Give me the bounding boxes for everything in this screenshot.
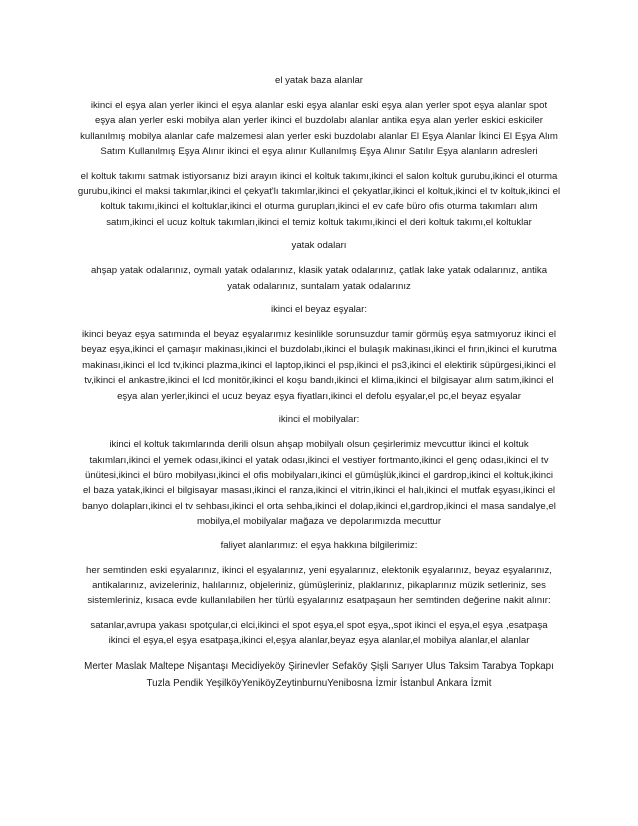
heading-activity-areas: faliyet alanlarımız: el eşya hakkına bilgilerimiz: (220, 539, 418, 551)
paragraph-used-goods-buyers: ikinci el eşya alan yerler ikinci el eşya alanlar eski eşya alanlar eski eşya alan yerler spot eşya alanlar spot eşya alan yerler eski mobilya alan yerler ikinci el buzdolabı alanlar antika eşya alan yerler eskici eskiciler kullanılmış mobilya alanlar cafe malzemesi alan yerler eski buzdolabı alanlar El Eşya Alanlar İkinci El Eşya Alım Satım Kullanılmış Eşya Alınır ikinci el eşya alınır Kullanılmış Eşya Alınır Satılır Eşya alanların adresleri (80, 100, 558, 158)
paragraph-furniture: ikinci el koltuk takımlarında derili olsun ahşap mobilyalı olsun çeşirlerimiz mevcuttur ikinci el koltuk takımları,ikinci el yemek odası,ikinci el yatak odası,ikinci el vestiyer fortmanto,ikinci el genç odası,ikinci el tv ünütesi,ikinci el büro mobilyası,ikinci el ofis mobilyaları,ikinci el gümüşlük,ikinci el gardrop,ikinci el koltuk,ikinci el baza yatak,ikinci el bilgisayar masası,ikinci el ranza,ikinci el vitrin,ikinci el halı,ikinci el mutfak eşyası,ikinci el banyo dolapları,ikinci el tv sehbası,ikinci el orta sehba,ikinci el dolap,ikinci el,gardrop,ikinci el masa sandalye,el mobilya,el mobilyalar mağaza ve depolarımızda mecuttur (82, 439, 556, 528)
paragraph-white-goods: ikinci beyaz eşya satımında el beyaz eşyalarımız kesinlikle sorunsuzdur tamir görmüş eşya satmıyoruz ikinci el beyaz eşya,ikinci el çamaşır makinası,ikinci el buzdolabı,ikinci el bulaşık makinası,ikinci el fırın,ikinci el kurutma makinası,ikinci el lcd tv,ikinci plazma,ikinci el laptop,ikinci el psp,ikinci el ps3,ikinci el elektirik süpürgesi,ikinci el tv,ikinci el ankastre,ikinci el lcd monitör,ikinci el koşu bandı,ikinci el klima,ikinci el bilgisayar alım satım,ikinci el eşya alan yerler,ikinci el ucuz beyaz eşya fiyatları,ikinci el defolu eşyalar,el pc,el beyaz eşyalar (81, 329, 557, 402)
paragraph-bedrooms: ahşap yatak odalarınız, oymalı yatak odalarınız, klasik yatak odalarınız, çatlak lake yatak odalarınız, antika yatak odalarınız, suntalam yatak odalarınız (90, 265, 548, 292)
heading-white-goods: ikinci el beyaz eşyalar: (271, 304, 367, 316)
paragraph-sellers: satanlar,avrupa yakası spotçular,ci elci,ikinci el spot eşya,el spot eşya,,spot ikinci el eşya,el eşya ,esatpaşa ikinci el eşya,el eşya esatpaşa,ikinci el,eşya alanlar,beyaz eşya alanlar,el mobilya alanlar,el alanlar (90, 619, 548, 647)
heading-furniture: ikinci el mobilyalar: (278, 414, 360, 426)
paragraph-sofa-sets: el koltuk takımı satmak istiyorsanız bizi arayın ikinci el koltuk takımı,ikinci el salon koltuk gurubu,ikinci el oturma gurubu,ikinci el maksi takımlar,ikinci el çekyat'lı takımlar,ikinci el çekyatlar,ikinci el koltuk,ikinci el tv koltuk,ikinci el koltuk takımı,ikinci el koltuklar,ikinci el oturma gurupları,ikinci el ev cafe büro ofis oturma takımları alım satım,ikinci el ucuz koltuk takımları,ikinci el temiz koltuk takımı,ikinci el deri koltuk takımı,el koltuklar (77, 170, 561, 228)
paragraph-activity-areas: her semtinden eski eşyalarınız, ikinci el eşyalarınız, yeni eşyalarınız, elektonik eşyalarınız, beyaz eşyalarınız, antikalarınız, avizeleriniz, halılarınız, objeleriniz, gümüşleriniz, plaklarınız, pikaplarınız müzik setleriniz, ses sistemleriniz, kısaca evde kullanılabilen her türlü eşyalarınız esatpaşaun her semtinden değerine nakit alınır: (86, 564, 552, 607)
document-title: el yatak baza alanlar (275, 75, 363, 86)
paragraph-districts: Merter Maslak Maltepe Nişantaşı Mecidiyeköy Şirinevler Sefaköy Şişli Sarıyer Ulus Taksim Tarabya Topkapı Tuzla Pendik YeşilköyYeniköyZeytinburnuYenibosna İzmir İstanbul Ankara İzmit (84, 660, 554, 689)
heading-bedrooms: yatak odaları (291, 240, 347, 252)
